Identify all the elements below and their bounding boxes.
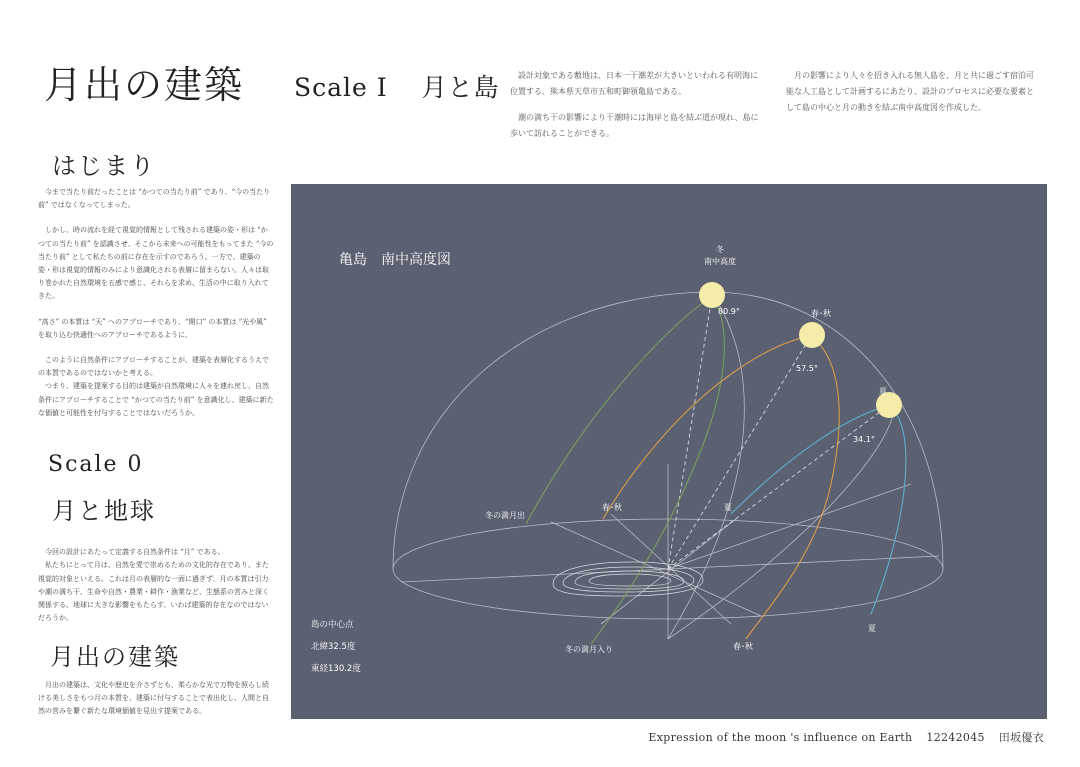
- intro-column-1: [510, 68, 765, 152]
- scale1-title: [294, 68, 500, 104]
- body-paragraph: このように自然条件にアプローチすることが、建築を表層化するうえでの本質であるのではないかと考える。 つまり、建築を提案する目的は建築が自然環境に人々を連れ戻し、自然条件にアプローチすることで “かつての当たり前” を意識化し、建築に新たな価値と可能性を付与することではないだろうか。: [38, 356, 274, 417]
- culmination-diagram: [291, 184, 1047, 719]
- summer-set-label: 夏: [868, 624, 876, 633]
- altitude-line-summer: [668, 406, 888, 569]
- axis-line: [668, 484, 911, 569]
- island-center-info: [311, 614, 361, 680]
- longitude: 東経130.2度: [311, 664, 361, 674]
- scale0-body: [38, 533, 274, 651]
- scale0-label: Scale 0: [48, 452, 144, 477]
- heading-tsukide: 月出の建築: [50, 643, 180, 671]
- winter-moonrise-label: 冬の満月出: [485, 511, 525, 520]
- meridian-arc: [668, 394, 895, 639]
- moon-spring-autumn: [799, 322, 825, 348]
- meridian-arc: [668, 292, 744, 639]
- moon-winter: [699, 282, 725, 308]
- footer: [634, 729, 1044, 745]
- spring-autumn-angle: 57.5°: [796, 364, 818, 373]
- summer-moon-path: [731, 406, 906, 614]
- winter-label: 冬: [716, 245, 724, 254]
- axis-line: [401, 556, 939, 582]
- winter-culmination-label: [695, 244, 745, 268]
- heading-hajimari: はじまり: [52, 152, 156, 180]
- intro-paragraph: 月の影響により人々を招き入れる無人島を、月と共に過ごす宿泊可能な人工島として計画するにあたり、設計のプロセスに必要な要素として島の中心と月の動きを結ぶ南中高度図を作成した。: [786, 71, 1034, 112]
- culmination-label: 南中高度: [704, 257, 736, 266]
- tsukide-body: [38, 679, 274, 731]
- spring-autumn-moon-path: [603, 336, 839, 639]
- island-center-title: 島の中心点: [311, 620, 354, 630]
- intro-column-2: [786, 68, 1041, 126]
- altitude-line-spring-autumn: [668, 336, 811, 569]
- axis-line: [611, 514, 731, 624]
- scale1-label: Scale I: [294, 73, 388, 102]
- author-name: 田坂優衣: [998, 731, 1044, 744]
- diagram-title: 亀島 南中高度図: [339, 252, 451, 268]
- body-paragraph: 今回の設計にあたって定義する自然条件は “月” である。 私たちにとって月は、自然を愛で崇めるための文化的存在であり、また視覚的対象といえる。これは月の表層的な一面に過ぎず、月の本質は引力や潮の満ち干、生命や自然・農業・耕作・漁業など、生態系の営みと深く関係する。地球に大きな影響をもたらす、いわば建築的存在なのではないだろうか。: [38, 548, 269, 623]
- footer-caption: Expression of the moon 's influence on Earth: [648, 731, 913, 744]
- heading-tsuki-to-chikyu: 月と地球: [52, 497, 156, 525]
- student-id: 12242045: [926, 731, 985, 744]
- spring-autumn-label-top: 春･秋: [811, 309, 831, 318]
- winter-angle: 80.9°: [718, 307, 740, 316]
- intro-paragraph: 潮の満ち干の影響により干潮時には海岸と島を結ぶ道が現れ、島に歩いて訪れることができる。: [510, 113, 759, 138]
- island-contour: [589, 574, 671, 586]
- body-paragraph: “高さ” の本質は “天” へのアプローチであり、“開口” の本質は “光や風” を取り込む快適性へのアプローチであるように。: [38, 317, 267, 339]
- main-title: 月出の建築: [44, 63, 245, 107]
- altitude-line-winter: [668, 296, 712, 569]
- winter-moonset-label: 冬の満月入り: [565, 645, 613, 654]
- hajimari-body: [38, 186, 274, 432]
- spring-autumn-set-label: 春･秋: [733, 642, 753, 651]
- summer-label-top: 夏: [879, 387, 887, 396]
- summer-rise-label: 夏: [724, 503, 732, 512]
- body-paragraph: 月出の建築は、文化や歴史を介さずとも、柔らかな光で万物を照らし続ける美しさをもつ月の本質を、建築に付与することで表出化し、人間と自然の営みを繋ぐ新たな環境価値を見出す提案である。: [38, 681, 269, 716]
- intro-paragraph: 設計対象である敷地は、日本一干潮差が大きいといわれる有明海に位置する、熊本県天草市五和町御領亀島である。: [510, 71, 758, 96]
- body-paragraph: しかし、時の流れを経て視覚的情報として残される建築の姿・形は “かつての当たり前” を認識させ、そこから未来への可能性をもってまた “今の当たり前” として私たちの前に存在を示すのであろう。一方で、建築の姿・形は視覚的情報のみにより意識化される表層に留まらない。人々は取り巻かれた自然環境を五感で感じ、それらを求め、生活の中に取り入れてきた。: [38, 226, 274, 301]
- latitude: 北緯32.5度: [311, 642, 356, 652]
- summer-angle: 34.1°: [853, 435, 875, 444]
- scale1-subtitle: 月と島: [421, 73, 500, 102]
- axis-line: [551, 522, 761, 616]
- spring-autumn-rise-label: 春･秋: [602, 503, 622, 512]
- body-paragraph: 今まで当たり前だったことは “かつての当たり前” であり、“今の当たり前” ではなくなってしまった。: [38, 188, 271, 210]
